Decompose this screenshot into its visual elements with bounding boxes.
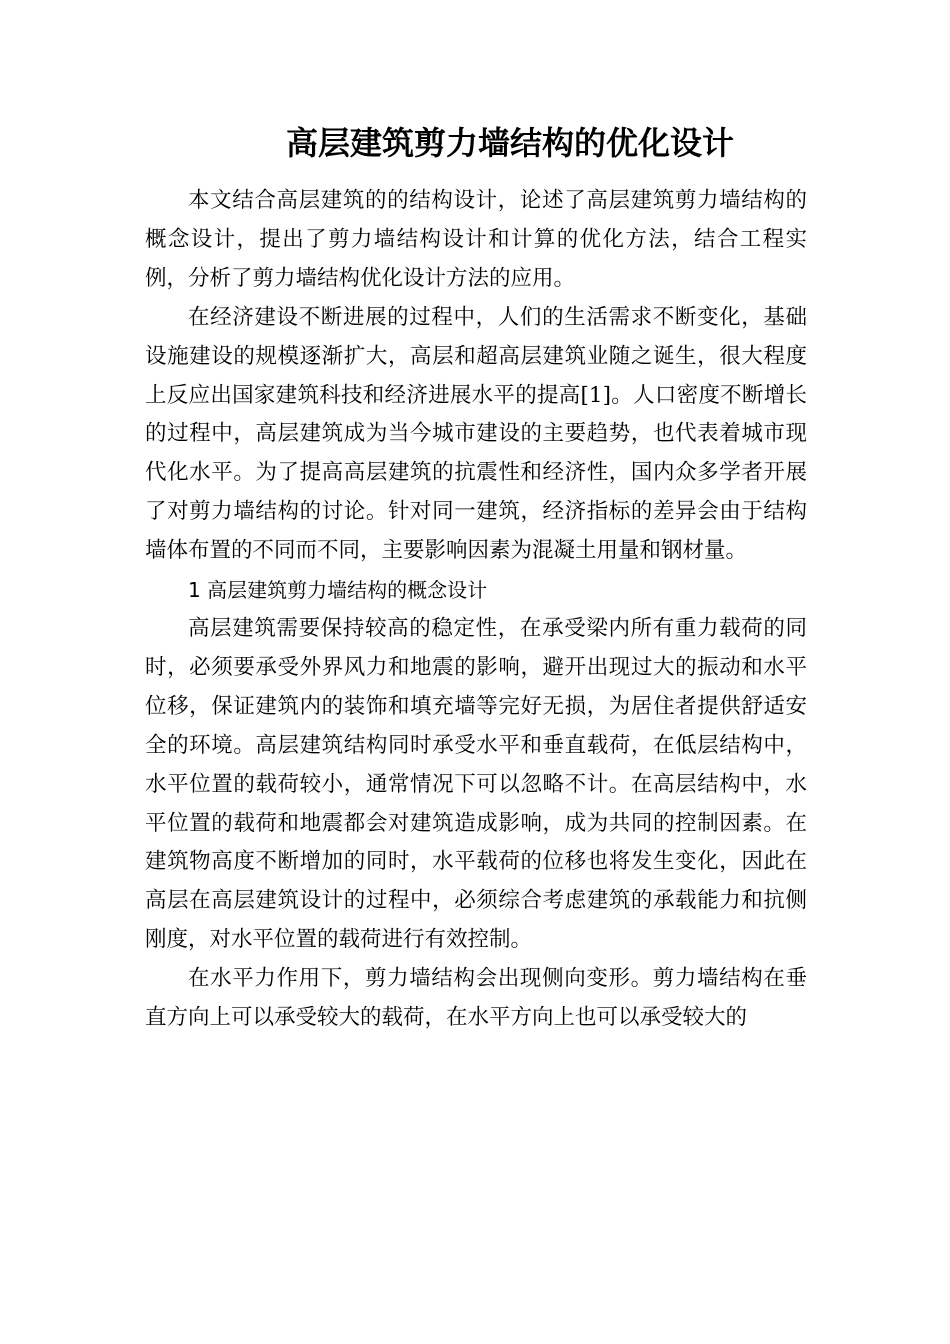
- paragraph-section-1: 高层建筑需要保持较高的稳定性，在承受梁内所有重力载荷的同时，必须要承受外界风力和地震的影响，避开出现过大的振动和水平位移，保证建筑内的装饰和填充墙等完好无损，为居住者提供舒适安全的环境。高层建筑结构同时承受水平和垂直载荷，在低层结构中，水平位置的载荷较小，通常情况下可以忽略不计。在高层结构中，水平位置的载荷和地震都会对建筑造成影响，成为共同的控制因素。在建筑物高度不断增加的同时，水平载荷的位移也将发生变化，因此在高层在高层建筑设计的过程中，必须综合考虑建筑的承载能力和抗侧刚度，对水平位置的载荷进行有效控制。: [145, 615, 807, 953]
- document-body: [145, 182, 807, 1038]
- paragraph-intro: 在经济建设不断进展的过程中，人们的生活需求不断变化，基础设施建设的规模逐渐扩大，高层和超高层建筑业随之诞生，很大程度上反应出国家建筑科技和经济进展水平的提高[1]。人口密度不断增长的过程中，高层建筑成为当今城市建设的主要趋势，也代表着城市现代化水平。为了提高高层建筑的抗震性和经济性，国内众多学者开展了对剪力墙结构的讨论。针对同一建筑，经济指标的差异会由于结构墙体布置的不同而不同，主要影响因素为混凝土用量和钢材量。: [145, 304, 807, 564]
- section-heading-1: 1 高层建筑剪力墙结构的概念设计: [188, 578, 488, 603]
- paragraph-section-1-continued: 在水平力作用下，剪力墙结构会出现侧向变形。剪力墙结构在垂直方向上可以承受较大的载荷，在水平方向上也可以承受较大的: [145, 966, 807, 1031]
- paragraph-abstract: 本文结合高层建筑的的结构设计，论述了高层建筑剪力墙结构的概念设计，提出了剪力墙结构设计和计算的优化方法，结合工程实例，分析了剪力墙结构优化设计方法的应用。: [145, 188, 807, 291]
- document-title: 高层建筑剪力墙结构的优化设计: [285, 124, 734, 162]
